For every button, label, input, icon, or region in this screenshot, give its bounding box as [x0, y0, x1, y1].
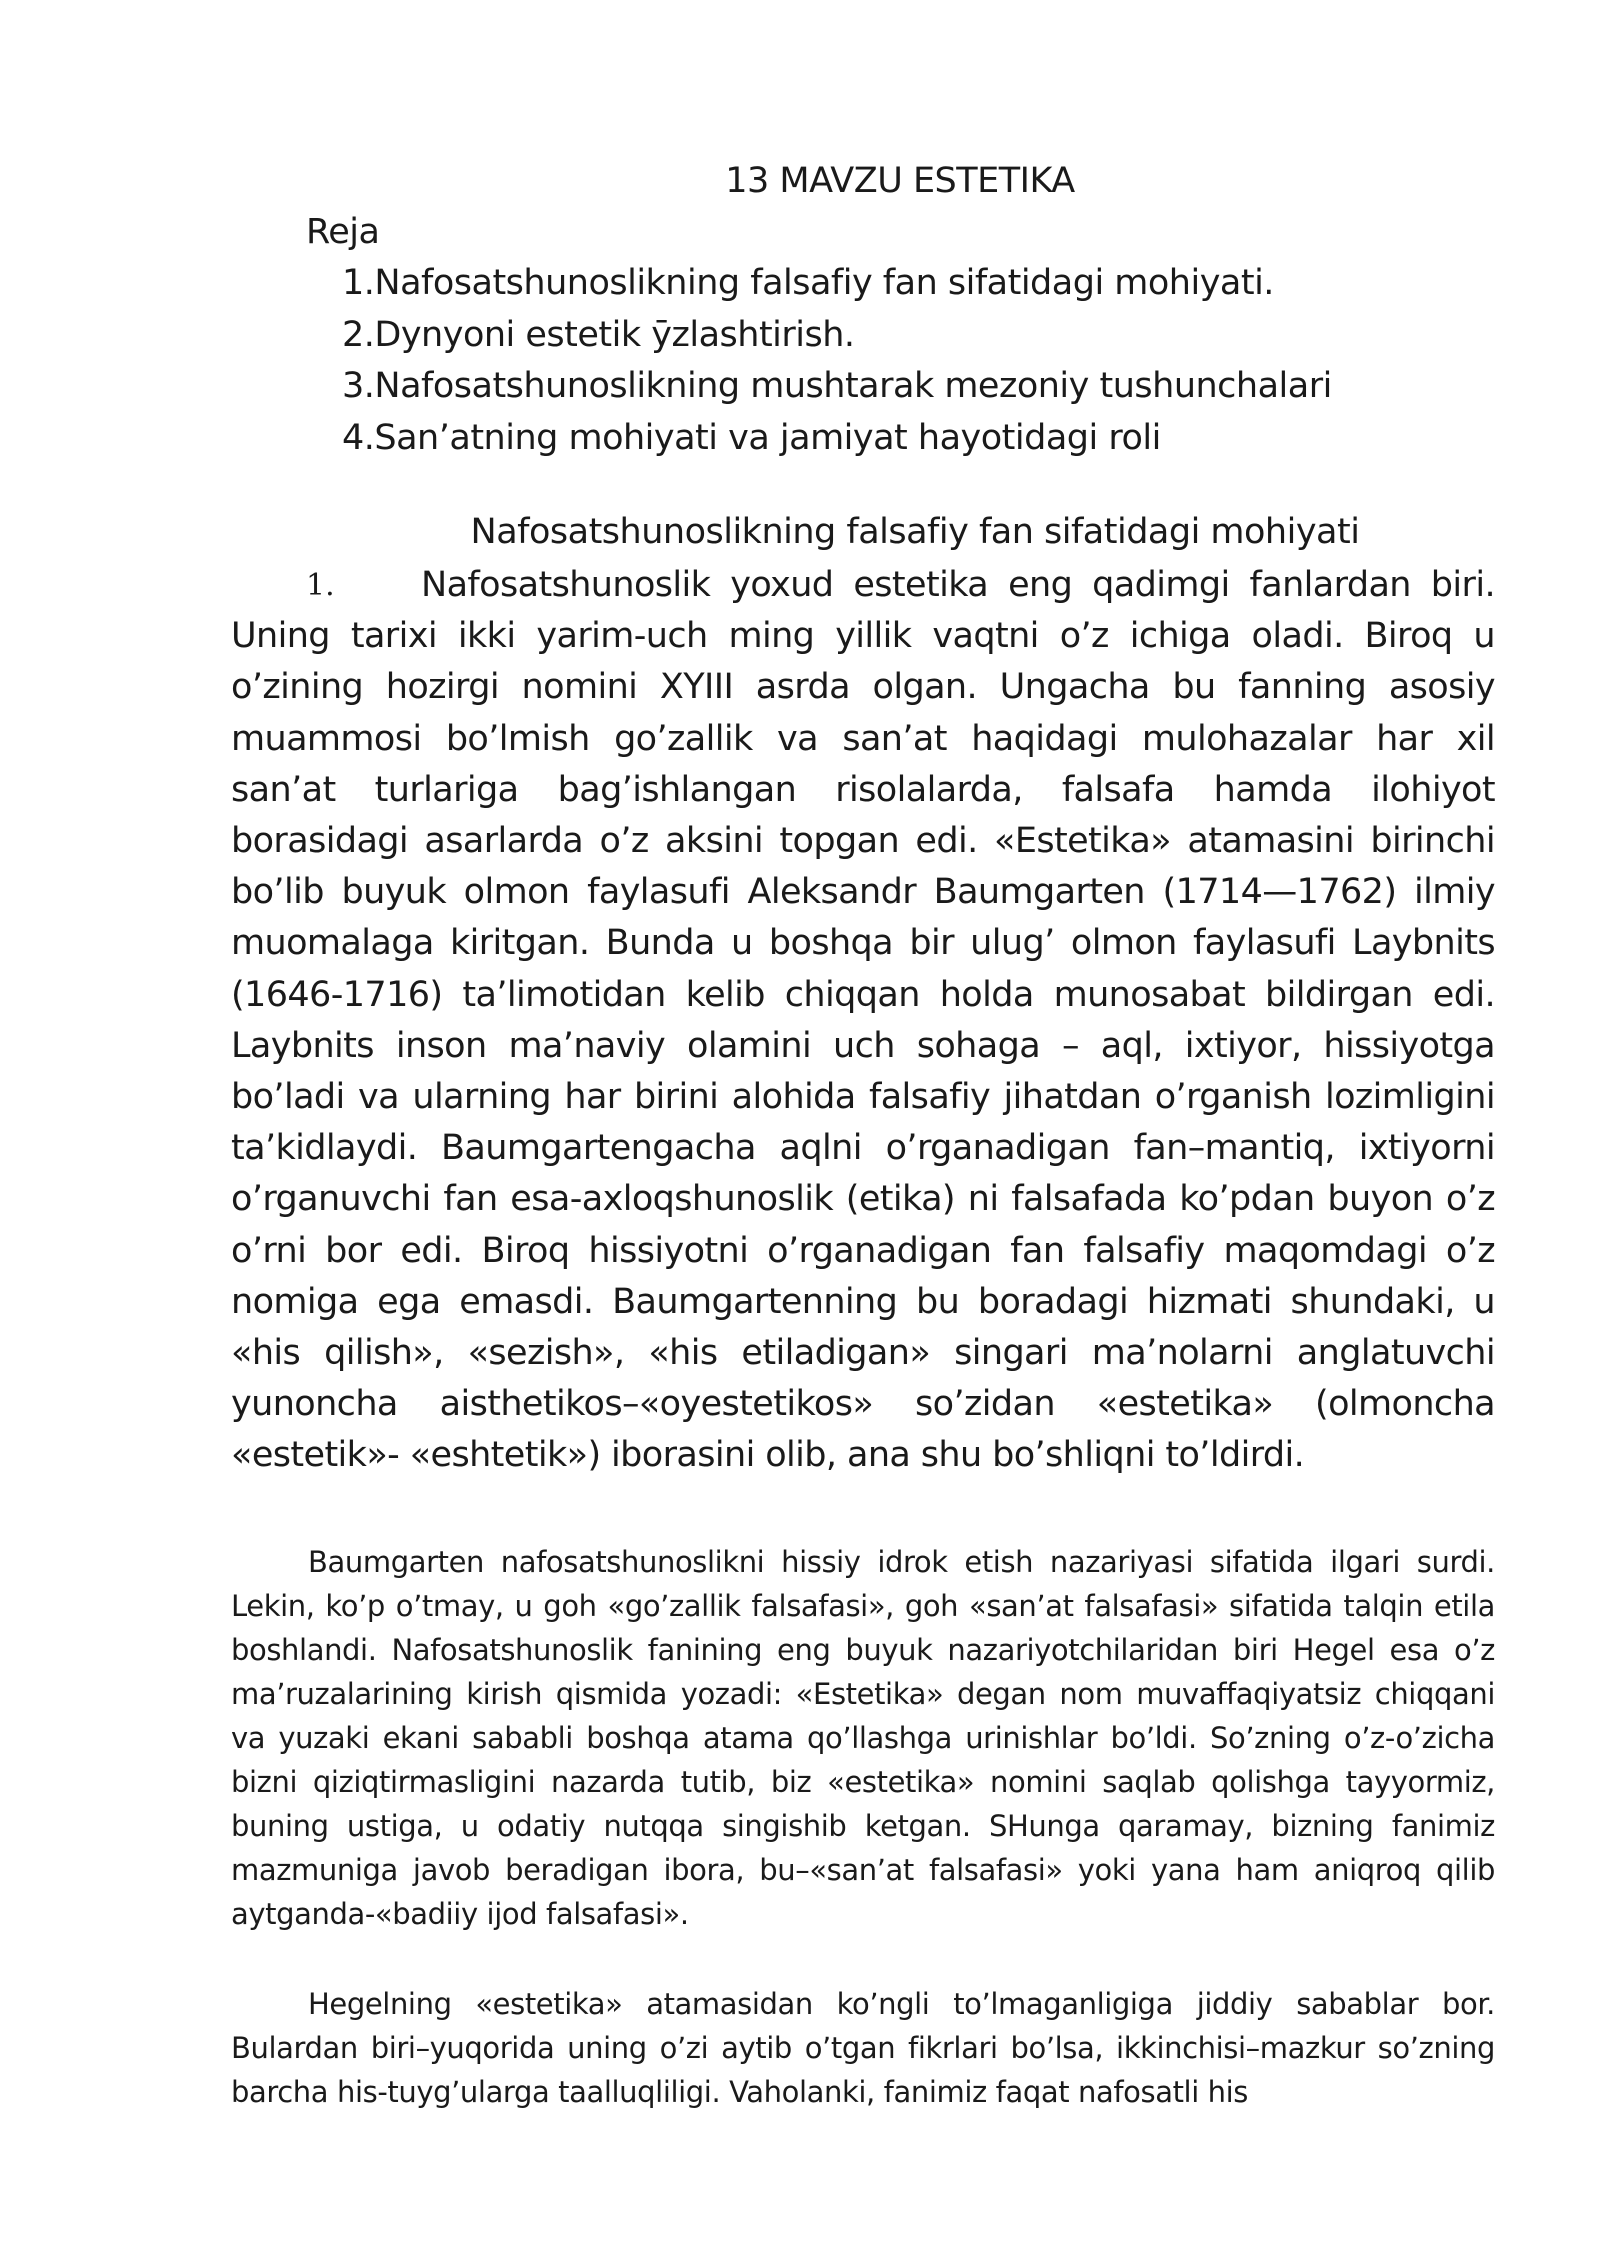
document-title: 13 MAVZU ESTETIKA: [725, 161, 1075, 201]
plan-list: [342, 258, 1332, 464]
body-paragraph: Baumgarten nafosatshunoslikni hissiy idrok etish nazariyasi sifatida ilgari surdi. Lekin, ko’p o’tmay, u goh «go’zallik falsafasi», goh «san’at falsafasi» sifatida talqin etila boshlandi. Nafosatshunoslik fanining eng buyuk nazariyotchilaridan biri Hegel esa o’z ma’ruzalarining kirish qismida yozadi: «Estetika» degan nom muvaffaqiyatsiz chiqqani va yuzaki ekani sababli boshqa atama qo’llashga urinishlar bo’ldi. So’zning o’z-o’zicha bizni qiziqtirmasligini nazarda tutib, biz «estetika» nomini saqlab qolishga tayyormiz, buning ustiga, u odatiy nutqqa singishib ketgan. SHunga qaramay, bizning fanimiz mazmuniga javob beradigan ibora, bu–«san’at falsafasi» yoki yana ham aniqroq qilib aytganda-«badiiy ijod falsafasi».: [231, 1545, 1495, 1931]
plan-item: 2.Dynyoni estetik ӯzlashtirish.: [342, 314, 855, 355]
plan-item: 3.Nafosatshunoslikning mushtarak mezoniy tushunchalari: [342, 366, 1332, 406]
section-number: 1.: [306, 568, 335, 603]
section-heading: Nafosatshunoslikning falsafiy fan sifatidagi mohiyati: [470, 512, 1360, 552]
plan-item: 1.Nafosatshunoslikning falsafiy fan sifatidagi mohiyati.: [342, 263, 1274, 303]
body-paragraph: Hegelning «estetika» atamasidan ko’ngli to’lmaganligiga jiddiy sabablar bor. Bulardan biri–yuqorida uning o’zi aytib o’tgan fikrlari bo’lsa, ikkinchisi–mazkur so’zning barcha his-tuyg’ularga taalluqliligi. Vaholanki, fanimiz faqat nafosatli his: [231, 1987, 1495, 2109]
plan-label: Reja: [306, 212, 380, 252]
body-paragraph: Nafosatshunoslik yoxud estetika eng qadimgi fanlardan biri. Uning tarixi ikki yarim-uch ming yillik vaqtni o’z ichiga oladi. Biroq u o’zining hozirgi nomini XYIII asrda olgan. Ungacha bu fanning asosiy muammosi bo’lmish go’zallik va san’at haqidagi mulohazalar har xil san’at turlariga bag’ishlangan risolalarda, falsafa hamda ilohiyot borasidagi asarlarda o’z aksini topgan edi. «Estetika» atamasini birinchi bo’lib buyuk olmon faylasufi Aleksandr Baumgarten (1714—1762) ilmiy muomalaga kiritgan. Bunda u boshqa bir ulug’ olmon faylasufi Laybnits (1646-1716) ta’limotidan kelib chiqqan holda munosabat bildirgan edi. Laybnits inson ma’naviy olamini uch sohaga – aql, ixtiyor, hissiyotga bo’ladi va ularning har birini alohida falsafiy jihatdan o’rganish lozimligini ta’kidlaydi. Baumgartengacha aqlni o’rganadigan fan–mantiq, ixtiyorni o’rganuvchi fan esa-axloqshunoslik (etika) ni falsafada ko’pdan buyon o’z o’rni bor edi. Biroq hissiyotni o’rganadigan fan falsafiy maqomdagi o’z nomiga ega emasdi. Baumgartenning bu boradagi hizmati shundaki, u «his qilish», «sezish», «his etiladigan» singari ma’nolarni anglatuvchi yunoncha aisthetikos–«oyestetikos» so’zidan «estetika» (olmoncha «estetik»- «eshtetik») iborasini olib, ana shu bo’shliqni to’ldirdi.: [231, 565, 1495, 1476]
plan-item: 4.San’atning mohiyati va jamiyat hayotidagi roli: [342, 417, 1161, 458]
